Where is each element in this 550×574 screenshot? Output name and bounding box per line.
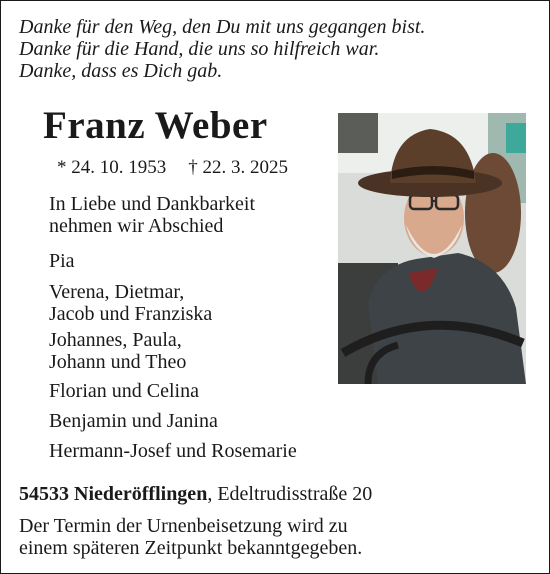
burial-notice bbox=[19, 515, 362, 559]
deceased-name: Franz Weber bbox=[43, 104, 268, 147]
address-place: 54533 Niederöfflingen bbox=[19, 483, 208, 505]
farewell-line: In Liebe und Dankbarkeit bbox=[49, 193, 256, 215]
poem-line: Danke, dass es Dich gab. bbox=[19, 60, 223, 82]
death-date: † 22. 3. 2025 bbox=[188, 157, 288, 178]
mourner-group bbox=[49, 329, 186, 373]
mourner-line: Benjamin und Janina bbox=[49, 410, 218, 432]
notice-line: Der Termin der Urnenbeisetzung wird zu bbox=[19, 515, 348, 537]
mourner-line: Florian und Celina bbox=[49, 380, 199, 402]
mourner-line: Pia bbox=[49, 250, 75, 272]
mourner-line: Johannes, Paula, bbox=[49, 329, 182, 351]
mourner-group bbox=[49, 410, 218, 432]
mourner-group bbox=[49, 281, 212, 325]
mourner-group bbox=[49, 440, 297, 462]
notice-line: einem späteren Zeitpunkt bekanntgegeben. bbox=[19, 537, 363, 559]
mourner-line: Johann und Theo bbox=[49, 351, 187, 373]
birth-date: * 24. 10. 1953 bbox=[57, 157, 167, 178]
address bbox=[19, 483, 372, 505]
mourner-line: Hermann-Josef und Rosemarie bbox=[49, 440, 297, 462]
address-street: , Edeltrudisstraße 20 bbox=[207, 483, 373, 505]
poem-line: Danke für den Weg, den Du mit uns gegangen bist. bbox=[19, 16, 426, 38]
farewell-text bbox=[49, 193, 255, 237]
portrait-photo bbox=[338, 113, 526, 384]
mourner-line: Jacob und Franziska bbox=[49, 303, 213, 325]
life-dates bbox=[57, 157, 288, 179]
mourner-line: Verena, Dietmar, bbox=[49, 281, 185, 303]
poem bbox=[19, 16, 425, 82]
farewell-line: nehmen wir Abschied bbox=[49, 215, 224, 237]
mourner-group bbox=[49, 250, 75, 272]
mourner-group bbox=[49, 380, 199, 402]
poem-line: Danke für die Hand, die uns so hilfreich war. bbox=[19, 38, 380, 60]
